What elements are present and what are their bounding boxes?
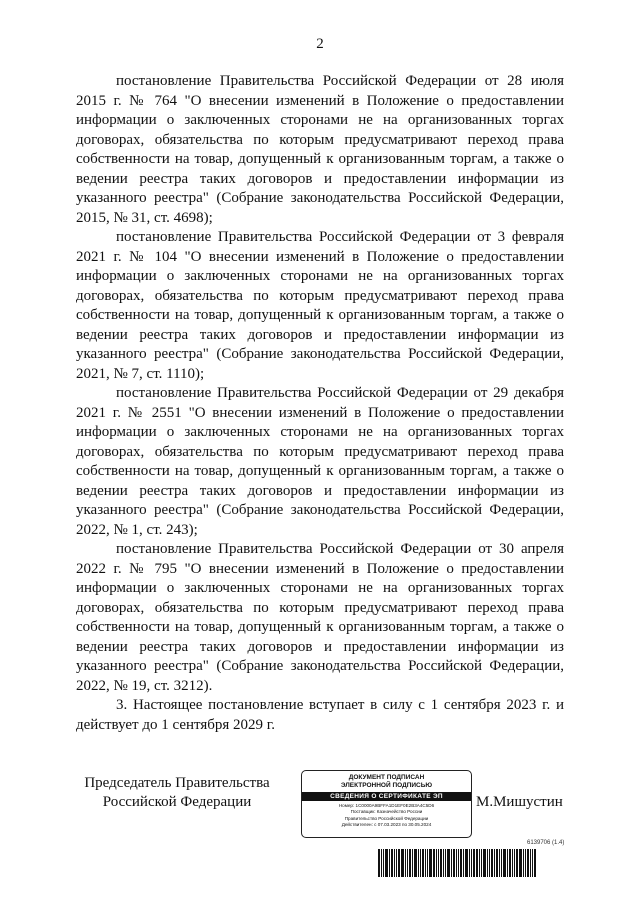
barcode-bar	[519, 849, 522, 877]
barcode-bar	[422, 849, 424, 877]
barcode-bar	[451, 849, 452, 877]
barcode-bar	[378, 849, 380, 877]
barcode-bar	[469, 849, 470, 877]
barcode-bar	[534, 849, 536, 877]
barcode-bar	[383, 849, 384, 877]
barcode-bar	[394, 849, 395, 877]
barcode-bar	[420, 849, 421, 877]
barcode-bar	[440, 849, 442, 877]
barcode-bar	[405, 849, 406, 877]
barcode-bar	[414, 849, 417, 877]
barcode-bar	[499, 849, 500, 877]
signatory-title-line1: Председатель Правительства	[84, 775, 270, 791]
barcode-bar	[412, 849, 413, 877]
barcode-bar	[385, 849, 388, 877]
barcode-bar	[445, 849, 446, 877]
barcode-bar	[389, 849, 390, 877]
barcode-bar	[532, 849, 533, 877]
barcode-bar	[438, 849, 439, 877]
barcode-bar	[481, 849, 482, 877]
barcode-bar	[443, 849, 444, 877]
barcode-bar	[463, 849, 464, 877]
stamp-issuer: Поставщик: Казначейство России	[350, 809, 423, 815]
barcode-bar	[527, 849, 529, 877]
barcode-bar	[407, 849, 408, 877]
barcode-bar	[512, 849, 513, 877]
paragraph-decree-2021-dec: постановление Правительства Российской Федерации от 29 декабря 2021 г. № 2551 "О внесении изменений в Положение о предоставлении информации о заключенных сторонами не на организованных торгах договорах, обязательства по которым предусматривают переход права собственности на товар, допущенный к организованным торгам, а также о ведении реестра таких договоров и предоставлении информации из указанного реестра" (Собрание законодательства Российской Федерации, 2022, № 1, ст. 243);	[76, 385, 564, 538]
document-body	[76, 72, 564, 735]
stamp-serial: Номер: 1C0000A9BFFA1D1EF0E2B3A4C5D6	[338, 803, 435, 808]
paragraph-decree-2015: постановление Правительства Российской Федерации от 28 июля 2015 г. № 764 "О внесении изменений в Положение о предоставлении информации о заключенных сторонами не на организованных торгах договорах, обязательства по которым предусматривают переход права собственности на товар, допущенный к организованным торгам, а также о ведении реестра таких договоров и предоставлении информации из указанного реестра" (Собрание законодательства Российской Федерации, 2015, № 31, ст. 4698);	[76, 73, 564, 226]
barcode-bar	[465, 849, 468, 877]
stamp-validity: Действителен: с 07.03.2023 по 30.05.2024	[341, 821, 432, 827]
stamp-line1: ДОКУМЕНТ ПОДПИСАН	[348, 774, 425, 781]
barcode-bar	[381, 849, 382, 877]
barcode-bar	[491, 849, 493, 877]
barcode-bar	[473, 849, 475, 877]
barcode-bar	[425, 849, 426, 877]
barcode-bar	[476, 849, 478, 877]
signatory-title-line2: Российской Федерации	[102, 794, 252, 810]
barcode-bar	[429, 849, 432, 877]
barcode-bar	[401, 849, 404, 877]
barcode-bar	[516, 849, 518, 877]
barcode-bar	[418, 849, 419, 877]
barcode-bar	[514, 849, 515, 877]
barcode-bar	[427, 849, 428, 877]
stamp-line2: ЭЛЕКТРОННОЙ ПОДПИСЬЮ	[340, 782, 433, 789]
barcode-bar	[447, 849, 450, 877]
barcode-bar	[396, 849, 397, 877]
barcode-bar	[523, 849, 524, 877]
barcode-bar	[503, 849, 506, 877]
paragraph-decree-2022: постановление Правительства Российской Федерации от 30 апреля 2022 г. № 795 "О внесении изменений в Положение о предоставлении информации о заключенных сторонами не на организованных торгах договорах, обязательства по которым предусматривают переход права собственности на товар, допущенный к организованным торгам, а также о ведении реестра таких договоров и предоставлении информации из указанного реестра" (Собрание законодательства Российской Федерации, 2022, № 19, ст. 3212).	[76, 541, 564, 694]
barcode-bar	[471, 849, 472, 877]
barcode-bar	[507, 849, 508, 877]
barcode-bar	[436, 849, 437, 877]
barcode-bar	[494, 849, 495, 877]
barcode-bar	[489, 849, 490, 877]
barcode-bar	[496, 849, 498, 877]
barcode-bar	[460, 849, 462, 877]
barcode-bar	[433, 849, 435, 877]
barcode-bar	[501, 849, 502, 877]
page-number: 2	[316, 36, 324, 52]
paragraph-effective-date: 3. Настоящее постановление вступает в силу с 1 сентября 2023 г. и действует до 1 сентября 2029 г.	[76, 697, 564, 733]
barcode-bar	[409, 849, 411, 877]
paragraph-decree-2021-feb: постановление Правительства Российской Федерации от 3 февраля 2021 г. № 104 "О внесении изменений в Положение о предоставлении информации о заключенных сторонами не на организованных торгах договорах, обязательства по которым предусматривают переход права собственности на товар, допущенный к организованным торгам, а также о ведении реестра таких договоров и предоставлении информации из указанного реестра" (Собрание законодательства Российской Федерации, 2021, № 7, ст. 1110);	[76, 229, 564, 382]
electronic-signature-stamp	[301, 770, 472, 838]
barcode-bar	[479, 849, 480, 877]
barcode-bar	[509, 849, 511, 877]
stamp-header	[302, 771, 471, 790]
barcode-bar	[456, 849, 457, 877]
barcode-bar	[398, 849, 400, 877]
signatory-title	[82, 774, 272, 812]
barcode-bar	[483, 849, 486, 877]
barcode-icon	[378, 849, 564, 877]
barcode-bar	[487, 849, 488, 877]
stamp-certificate-bar: СВЕДЕНИЯ О СЕРТИФИКАТЕ ЭП	[302, 792, 471, 801]
signatory-name: М.Мишустин	[476, 794, 563, 810]
barcode-bar	[391, 849, 393, 877]
barcode-bar	[525, 849, 526, 877]
stamp-owner: Правительство Российской Федерации	[344, 815, 429, 821]
barcode-bar	[530, 849, 531, 877]
barcode-bar	[458, 849, 459, 877]
document-code: 6139706 (1.4)	[527, 840, 565, 846]
barcode-bar	[453, 849, 455, 877]
